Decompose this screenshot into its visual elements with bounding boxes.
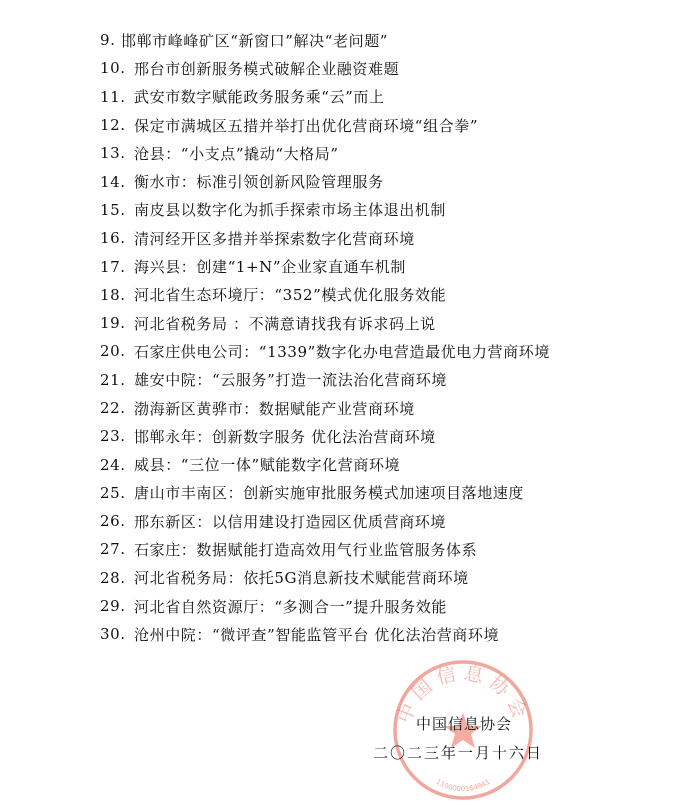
list-item-number: 28. <box>100 568 126 587</box>
list-item-title: 衡水市：标准引领创新风险管理服务 <box>134 173 384 192</box>
list-item-title: 邢东新区：以信用建设打造园区优质营商环境 <box>134 512 447 531</box>
list-item-number: 24. <box>100 455 126 474</box>
list-item-title: 沧县：“小支点”撬动“大格局” <box>134 144 339 163</box>
list-item <box>100 54 660 82</box>
list-item <box>100 564 660 592</box>
list-item-number: 19. <box>100 314 126 333</box>
list-item-title: 武安市数字赋能政务服务乘“云”而上 <box>134 88 385 107</box>
list-item <box>100 139 660 167</box>
list-item-number: 12. <box>100 116 126 135</box>
list-item <box>100 366 660 394</box>
list-item <box>100 281 660 309</box>
list-item-number: 25. <box>100 483 126 502</box>
list-item <box>100 309 660 337</box>
list-item-title: 石家庄供电公司：“1339”数字化办电营造最优电力营商环境 <box>134 342 550 361</box>
signing-organization: 中国信息协会 <box>416 715 513 733</box>
list-item-title: 保定市满城区五措并举打出优化营商环境“组合拳” <box>134 116 479 135</box>
list-item <box>100 479 660 507</box>
list-item <box>100 83 660 111</box>
list-item-title: 威县：“三位一体”赋能数字化营商环境 <box>134 456 401 475</box>
list-item-number: 14. <box>100 172 126 191</box>
list-item-number: 21. <box>100 370 126 389</box>
list-item-title: 海兴县：创建“1+N”企业家直通车机制 <box>134 258 406 277</box>
list-item-number: 10. <box>100 59 126 78</box>
list-item <box>100 592 660 620</box>
list-item <box>100 422 660 450</box>
list-item-number: 16. <box>100 229 126 248</box>
list-item-title: 河北省自然资源厅：“多测合一”提升服务效能 <box>134 597 447 616</box>
seal-name-text: 中国信息协会 <box>393 662 533 727</box>
list-item-title: 邢台市创新服务模式破解企业融资难题 <box>134 59 400 78</box>
list-item-number: 23. <box>100 427 126 446</box>
list-item <box>100 26 660 54</box>
list-item-number: 11. <box>100 87 126 106</box>
list-item-number: 20. <box>100 342 126 361</box>
list-item-title: 河北省税务局 ：不满意请找我有诉求码上说 <box>134 314 436 333</box>
list-item-number: 26. <box>100 512 126 531</box>
list-item-number: 13. <box>100 144 126 163</box>
list-item <box>100 167 660 195</box>
list-item-number: 22. <box>100 399 126 417</box>
list-item <box>100 337 660 365</box>
list-item-title: 沧州中院：“微评查”智能监管平台 优化法治营商环境 <box>134 625 500 644</box>
signing-date: 二〇二三年一月十六日 <box>373 744 544 762</box>
list-item-number: 30. <box>100 625 126 644</box>
list-item-title: 邯郸市峰峰矿区“新窗口”解决“老问题” <box>121 31 389 50</box>
case-list <box>100 26 660 649</box>
list-item-number: 27. <box>100 540 126 559</box>
seal-number-text: 1100000164841 <box>434 777 492 794</box>
list-item <box>100 620 660 648</box>
list-item-number: 9. <box>100 31 116 50</box>
list-item-number: 29. <box>100 597 126 616</box>
list-item <box>100 224 660 252</box>
list-item-title: 石家庄：数据赋能打造高效用气行业监管服务体系 <box>134 540 478 559</box>
list-item <box>100 196 660 224</box>
list-item <box>100 507 660 535</box>
list-item-title: 河北省生态环境厅：“352”模式优化服务效能 <box>134 286 447 305</box>
list-item-title: 雄安中院：“云服务”打造一流法治化营商环境 <box>134 371 447 390</box>
list-item <box>100 394 660 422</box>
list-item-title: 渤海新区黄骅市：数据赋能产业营商环境 <box>134 399 415 418</box>
list-item-number: 17. <box>100 257 126 276</box>
list-item-title: 邯郸永年：创新数字服务 优化法治营商环境 <box>134 427 436 446</box>
list-item-number: 18. <box>100 285 126 304</box>
list-item-number: 15. <box>100 200 126 219</box>
list-item <box>100 252 660 280</box>
list-item-title: 河北省税务局：依托5G消息新技术赋能营商环境 <box>134 569 469 588</box>
list-item-title: 唐山市丰南区：创新实施审批服务模式加速项目落地速度 <box>134 484 525 503</box>
list-item <box>100 450 660 478</box>
list-item-title: 南皮县以数字化为抓手探索市场主体退出机制 <box>134 201 447 220</box>
list-item <box>100 111 660 139</box>
list-item-title: 清河经开区多措并举探索数字化营商环境 <box>134 229 415 248</box>
list-item <box>100 535 660 563</box>
